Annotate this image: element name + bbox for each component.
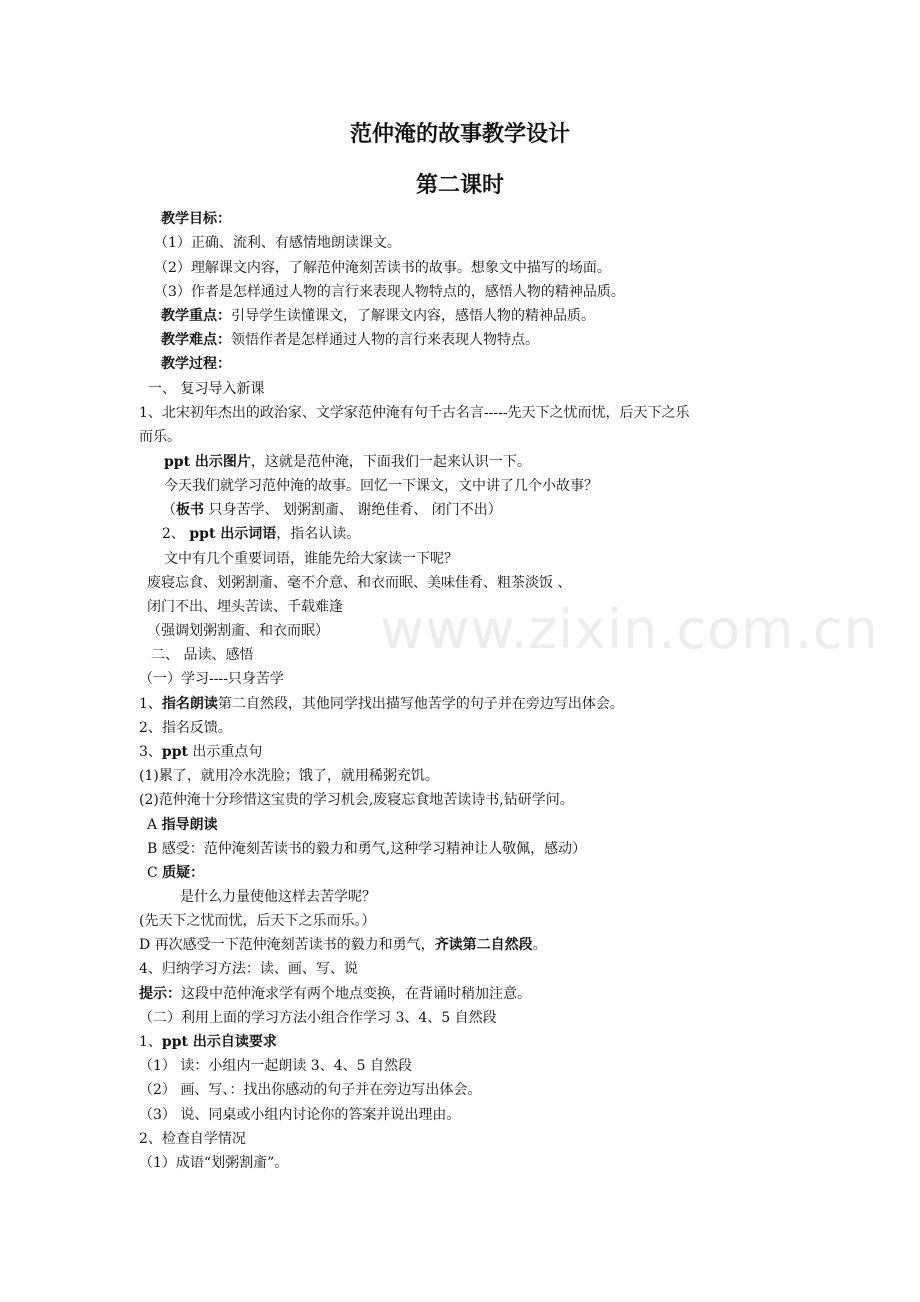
answer-line: (先天下之忧而忧，后天下之乐而乐。）	[139, 913, 376, 929]
item-3-bold: ppt	[161, 744, 188, 760]
key-text: 引导学生读懂课文，了解课文内容，感悟人物的精神品质。	[231, 308, 595, 324]
subsection-2-heading: （二）利用上面的学习方法小组合作学习 3、4、5 自然段	[139, 1010, 497, 1026]
item-3-num: 3、	[139, 744, 162, 760]
doc-title: 范仲淹的故事教学设计	[349, 121, 570, 147]
doc-subtitle: 第二课时	[415, 172, 504, 198]
goal-2: （2）理解课文内容，了解范仲淹刻苦读书的故事。想象文中描写的场面。	[154, 260, 611, 276]
board-open: （	[162, 502, 176, 518]
ppt-words-bold: ppt 出示词语	[189, 526, 277, 542]
paragraph-1-line-2: 而乐。	[139, 429, 181, 445]
goals-label: 教学目标：	[161, 211, 231, 227]
key-point	[161, 306, 595, 326]
step-d-end: 。	[532, 937, 547, 953]
step-a	[147, 815, 218, 835]
words-list-1: 废寝忘食、划粥割齑、毫不介意、和衣而眠、美味佳肴、粗茶淡饭 、	[147, 575, 572, 591]
step-a-letter: A	[147, 817, 162, 833]
item-1	[139, 694, 624, 714]
item-3-text: 出示重点句	[187, 744, 263, 760]
step-d-text: D 再次感受一下范仲淹刻苦读书的毅力和勇气，	[139, 937, 435, 953]
step-d-bold: 齐读第二自然段	[434, 937, 533, 953]
requirement-num: 1、	[139, 1034, 162, 1050]
step-c-bold: 质疑：	[162, 865, 205, 881]
board-line	[162, 500, 502, 520]
requirement-write: （2） 画、写、：找出你感动的句子并在旁边写出体会。	[139, 1082, 482, 1098]
diff-label: 教学难点：	[161, 332, 231, 348]
subsection-1-heading: （一）学习----只身苦学	[139, 671, 284, 687]
ppt-words-text: ，指名认读。	[276, 526, 361, 542]
ppt-picture-bold: ppt 出示图片	[164, 454, 251, 470]
board-bold: 板书	[176, 502, 204, 518]
step-d	[139, 935, 547, 955]
requirement-bold: ppt 出示自读要求	[161, 1034, 277, 1050]
requirement-discuss: （3） 说、同桌或小组内讨论你的答案并说出理由。	[139, 1107, 461, 1123]
emphasis-line: （强调划粥割齑、和衣而眠）	[147, 623, 329, 639]
item-2: 2、指名反馈。	[139, 720, 232, 736]
section-1-heading: 一、 复习导入新课	[148, 381, 265, 397]
step-c	[147, 863, 204, 883]
ppt-picture-text: ，这就是范仲淹，下面我们一起来认识一下。	[250, 454, 531, 470]
difficulty-point	[161, 330, 539, 350]
step-c-letter: C	[147, 865, 163, 881]
requirement-read: （1） 读：小组内一起朗读 3、4、5 自然段	[139, 1058, 412, 1074]
words-intro: 文中有几个重要词语，谁能先给大家读一下呢？	[164, 551, 458, 567]
requirement-heading	[139, 1032, 277, 1052]
item-4: 4、归纳学习方法：读、画、写、说	[139, 961, 358, 977]
watermark: www.zixin.com.cn	[380, 598, 879, 661]
item-1-bold: 指名朗读	[161, 696, 218, 712]
item-3	[139, 742, 262, 762]
ppt-words-line	[162, 524, 360, 544]
step-b: B 感受：范仲淹刻苦读书的毅力和勇气,这种学习精神让人敬佩，感动）	[147, 841, 587, 857]
goal-1: （1）正确、流利、有感情地朗读课文。	[154, 235, 401, 251]
ppt-words-num: 2、	[162, 526, 190, 542]
key-sentence-2: (2)范仲淹十分珍惜这宝贵的学习机会,废寝忘食地苦读诗书,钻研学问。	[139, 792, 574, 808]
item-1-num: 1、	[139, 696, 162, 712]
question-line: 是什么力量使他这样去苦学呢？	[180, 889, 376, 905]
board-text: 只身苦学、 划粥割齑、 谢绝佳肴、 闭门不出）	[204, 502, 502, 518]
idiom-line: （1）成语“划粥割齑”。	[139, 1155, 289, 1171]
goal-3: （3）作者是怎样通过人物的言行来表现人物特点的，感悟人物的精神品质。	[154, 284, 625, 300]
tip-line	[139, 984, 531, 1004]
check-line: 2、检查自学情况	[139, 1131, 246, 1147]
words-list-2: 闭门不出、埋头苦读、千载难逢	[147, 599, 343, 615]
step-a-bold: 指导朗读	[161, 817, 218, 833]
diff-text: 领悟作者是怎样通过人物的言行来表现人物特点。	[231, 332, 539, 348]
key-sentence-1: (1)累了，就用冷水洗脸；饿了，就用稀粥充饥。	[139, 768, 439, 784]
key-label: 教学重点：	[161, 308, 231, 324]
section-2-heading: 二、 品读、感悟	[151, 647, 254, 663]
paragraph-1-line-1: 1、北宋初年杰出的政治家、文学家范仲淹有句千古名言-----先天下之忧而忧，后天下之乐	[139, 405, 690, 421]
item-1-text: 第二自然段，其他同学找出描写他苦学的句子并在旁边写出体会。	[217, 696, 624, 712]
process-label: 教学过程：	[161, 356, 231, 372]
tip-text: 这段中范仲淹求学有两个地点变换，在背诵时稍加注意。	[181, 986, 531, 1002]
tip-label: 提示：	[139, 986, 181, 1002]
today-line: 今天我们就学习范仲淹的故事。回忆一下课文，文中讲了几个小故事？	[164, 478, 598, 494]
ppt-picture-line	[164, 452, 531, 472]
